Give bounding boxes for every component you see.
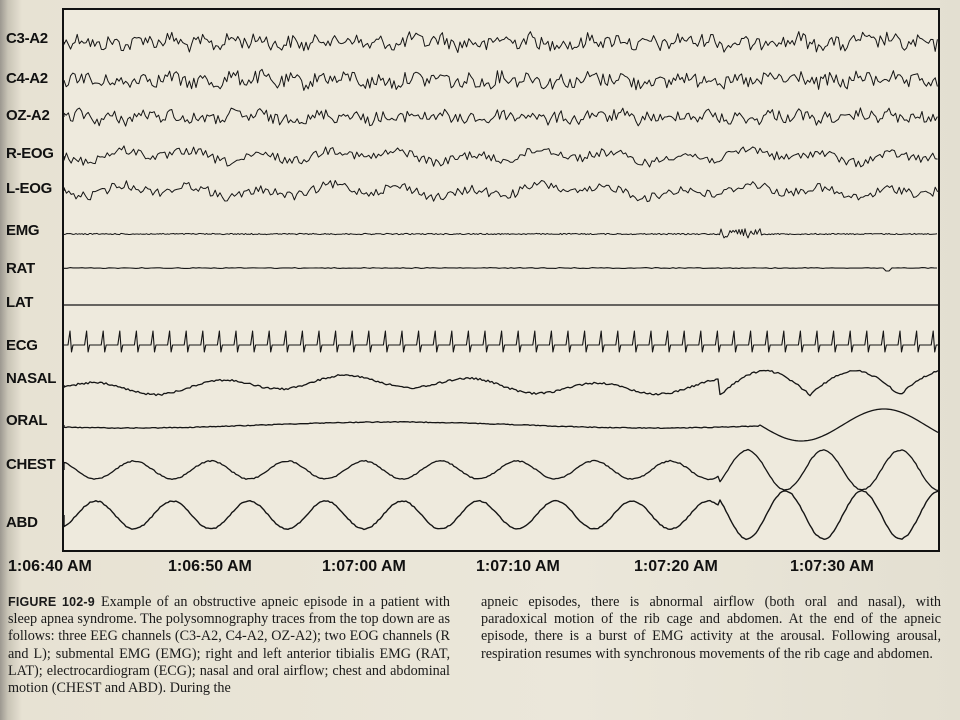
trace-oz-a2 [64,108,937,126]
trace-c3-a2 [64,32,937,53]
caption-text-left: Example of an obstructive apneic episode in a patient with sleep apnea syndrome. The polysomnography traces from the top down are as follows: three EEG channels (C3-A2, C4-A2, OZ-A2); two EOG channels (R and L); submental EMG (EMG); right and left anterior tibialis EMG (RAT, LAT); electrocardiogram (ECG); nasal and oral airflow; chest and abdominal motion (CHEST and ABD). During the [8,594,450,697]
channel-label-oz-a2: OZ-A2 [6,107,50,124]
trace-chest [64,450,938,491]
trace-l-eog [64,181,938,202]
time-label-4: 1:07:20 AM [634,558,718,575]
trace-r-eog [64,146,938,167]
channel-label-rat: RAT [6,260,35,277]
channel-label-abd: ABD [6,514,38,531]
trace-nasal [64,370,938,395]
channel-label-nasal: NASAL [6,370,57,387]
channel-label-chest: CHEST [6,456,56,473]
trace-ecg [64,331,938,352]
channel-label-emg: EMG [6,222,40,239]
time-label-5: 1:07:30 AM [790,558,874,575]
channel-label-c4-a2: C4-A2 [6,70,48,87]
figure-number: FIGURE 102-9 [8,595,95,609]
channel-label-r-eog: R-EOG [6,145,54,162]
channel-label-ecg: ECG [6,337,38,354]
channel-label-l-eog: L-EOG [6,180,52,197]
channel-label-c3-a2: C3-A2 [6,30,48,47]
channel-label-oral: ORAL [6,412,48,429]
figure-caption-right: apneic episodes, there is abnormal airflow (both oral and nasal), with paradoxical motion of the rib cage and abdomen. At the end of the apneic episode, there is a burst of EMG activity at the arousal. Following arousal, respiration resumes with synchronous movements of the rib cage and abdomen. [481,594,941,662]
trace-c4-a2 [64,69,937,90]
figure-caption-left [8,594,450,697]
channel-label-lat: LAT [6,294,34,311]
time-label-1: 1:06:50 AM [168,558,252,575]
time-label-0: 1:06:40 AM [8,558,92,575]
trace-oral [64,409,938,441]
trace-abd [64,491,938,540]
trace-emg [64,229,937,238]
trace-rat [64,268,937,271]
time-label-3: 1:07:10 AM [476,558,560,575]
time-label-2: 1:07:00 AM [322,558,406,575]
